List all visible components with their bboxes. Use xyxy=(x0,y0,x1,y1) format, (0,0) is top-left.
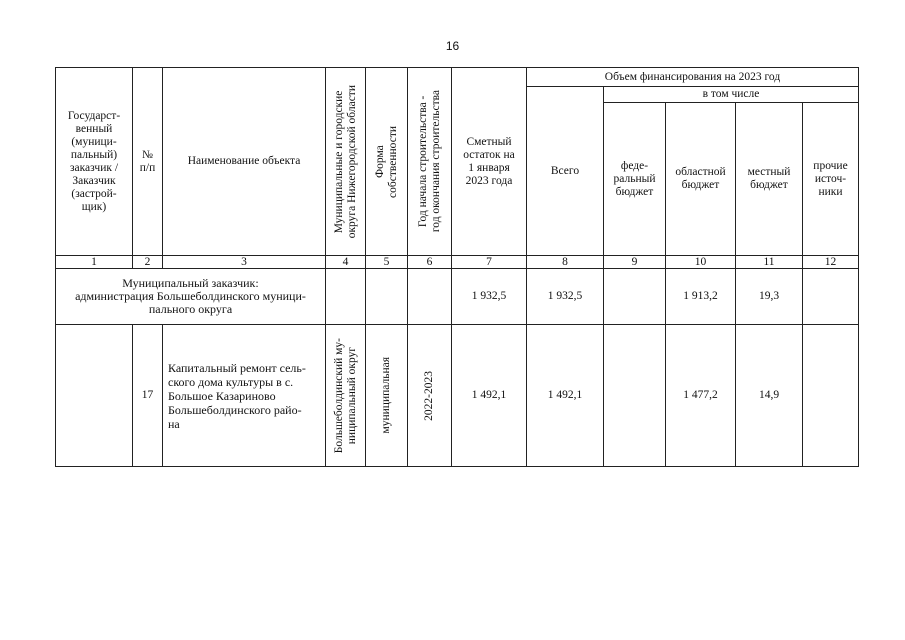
header-financing-volume: Объем финансирования на 2023 год xyxy=(527,68,859,87)
row-years: 2022-2023 xyxy=(408,325,452,467)
header-including: в том числе xyxy=(604,87,859,103)
table-row xyxy=(56,325,859,467)
row-federal xyxy=(604,325,666,467)
page-number: 16 xyxy=(445,39,460,53)
header-federal: феде- ральный бюджет xyxy=(604,103,666,256)
column-number: 8 xyxy=(527,256,604,269)
row-number: 17 xyxy=(133,325,163,467)
column-number: 6 xyxy=(408,256,452,269)
column-number: 4 xyxy=(326,256,366,269)
row-ownership: муниципальная xyxy=(366,325,408,467)
header-municipality: Муниципальные и городские округа Нижегородской области xyxy=(326,68,366,256)
row-customer xyxy=(56,325,133,467)
header-total: Всего xyxy=(527,87,604,256)
column-number: 9 xyxy=(604,256,666,269)
group-local: 19,3 xyxy=(736,269,803,325)
header-object-name: Наименование объекта xyxy=(163,68,326,256)
row-municipality: Большеболдинский му- ниципальный округ xyxy=(326,325,366,467)
column-number: 2 xyxy=(133,256,163,269)
group-regional: 1 913,2 xyxy=(666,269,736,325)
row-local: 14,9 xyxy=(736,325,803,467)
column-number: 5 xyxy=(366,256,408,269)
group-customer: Муниципальный заказчик: администрация Большеболдинского муници- пального округа xyxy=(56,269,326,325)
row-other xyxy=(803,325,859,467)
financing-table xyxy=(55,67,859,467)
header-years: Год начала строительства - год окончания строительства xyxy=(408,68,452,256)
column-number: 10 xyxy=(666,256,736,269)
header-local: местный бюджет xyxy=(736,103,803,256)
column-number: 11 xyxy=(736,256,803,269)
column-number: 12 xyxy=(803,256,859,269)
group-row xyxy=(56,269,859,325)
header-number: № п/п xyxy=(133,68,163,256)
group-federal xyxy=(604,269,666,325)
row-total: 1 492,1 xyxy=(527,325,604,467)
header-estimate-remainder: Сметный остаток на 1 января 2023 года xyxy=(452,68,527,256)
group-total: 1 932,5 xyxy=(527,269,604,325)
group-municipality xyxy=(326,269,366,325)
column-number: 1 xyxy=(56,256,133,269)
row-estimate-remainder: 1 492,1 xyxy=(452,325,527,467)
group-estimate-remainder: 1 932,5 xyxy=(452,269,527,325)
column-number: 3 xyxy=(163,256,326,269)
column-number: 7 xyxy=(452,256,527,269)
header-regional: областной бюджет xyxy=(666,103,736,256)
column-numbers-row xyxy=(56,256,859,269)
group-years xyxy=(408,269,452,325)
header-customer: Государст- венный (муници- пальный) заказчик / Заказчик (застрой- щик) xyxy=(56,68,133,256)
group-other xyxy=(803,269,859,325)
row-object-name: Капитальный ремонт сель- ского дома культуры в с. Большое Казариново Большеболдинского райо- на xyxy=(163,325,326,467)
group-ownership xyxy=(366,269,408,325)
row-regional: 1 477,2 xyxy=(666,325,736,467)
header-other: прочие источ- ники xyxy=(803,103,859,256)
header-ownership: Форма собственности xyxy=(366,68,408,256)
